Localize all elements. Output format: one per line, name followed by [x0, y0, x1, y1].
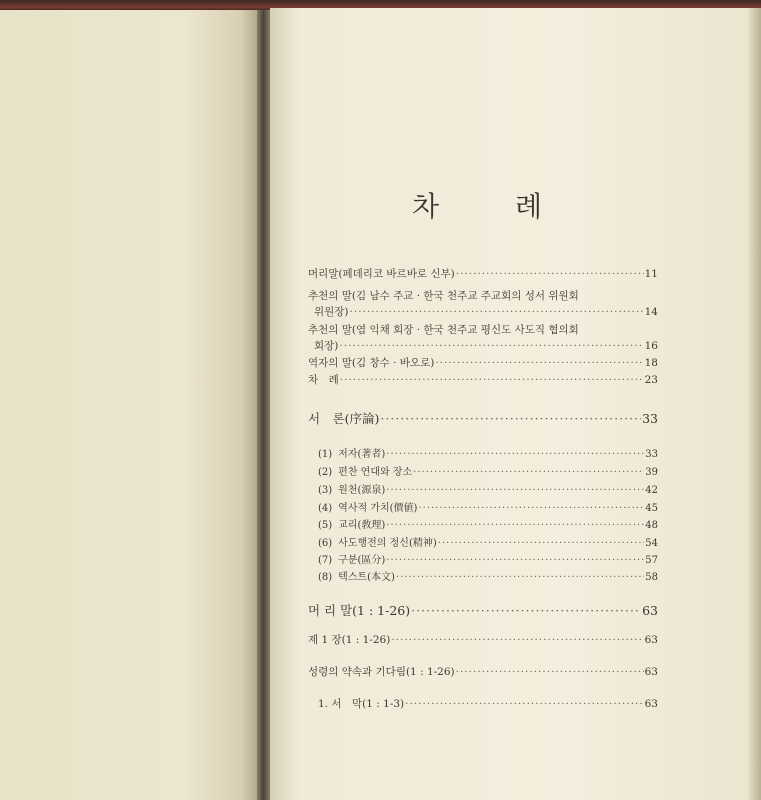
- toc-entry-text: 역사적 가치(價値): [338, 503, 418, 514]
- toc-subentry: [318, 463, 658, 480]
- toc-entry-text: 머 리 말(1 : 1-26): [308, 603, 411, 618]
- toc-page-number: 45: [645, 503, 658, 514]
- toc-subentry-number: (5): [318, 520, 333, 531]
- toc-entry: [314, 338, 658, 355]
- toc-page-number: 33: [642, 411, 658, 426]
- toc-subentry: [318, 534, 658, 551]
- toc-entry-text: 역자의 말(김 창수 · 바오로): [308, 357, 435, 369]
- toc-section-entry: [308, 601, 658, 618]
- toc-subentry: [318, 499, 658, 516]
- toc-page-number: 58: [645, 572, 658, 583]
- toc-entry-text: 서 론(序論): [308, 411, 380, 426]
- toc-entry: [308, 266, 658, 283]
- toc-leader: [411, 603, 641, 618]
- toc-subentry-number: (7): [318, 555, 333, 566]
- toc-entry: [308, 664, 658, 681]
- toc-subentry-number: (2): [318, 467, 333, 478]
- toc-leader: [386, 520, 644, 531]
- toc-leader: [386, 555, 644, 566]
- toc-page-number: 33: [645, 449, 658, 460]
- toc-entry-text: 저자(著者): [338, 449, 386, 460]
- toc-page-number: 63: [644, 698, 658, 710]
- toc-entry-text: 성령의 약속과 기다림(1 : 1-26): [308, 666, 455, 678]
- toc-page-number: 57: [645, 555, 658, 566]
- page-edge: [748, 8, 761, 800]
- toc-leader: [391, 634, 643, 646]
- toc-leader: [435, 357, 643, 369]
- toc-page-number: 63: [642, 603, 658, 618]
- toc-entry-text: 교리(敎理): [338, 520, 386, 531]
- title-char-1: 차: [412, 190, 440, 223]
- toc-page-number: 63: [644, 666, 658, 678]
- toc-entry-text: 추천의 말(염 익채 회장 · 한국 천주교 평신도 사도직 협의회: [308, 324, 579, 336]
- toc-leader: [438, 538, 644, 549]
- toc-subentry-number: (4): [318, 503, 333, 514]
- toc-leader: [405, 698, 643, 710]
- toc-subentry-number: (6): [318, 538, 333, 549]
- toc-page-number: 63: [644, 634, 658, 646]
- toc-page-number: 54: [645, 538, 658, 549]
- toc-page-number: 11: [644, 268, 658, 280]
- toc-leader: [456, 666, 644, 678]
- left-page: [0, 10, 262, 800]
- toc-entry: [308, 322, 658, 339]
- toc-page-number: 39: [645, 467, 658, 478]
- toc-subentry: [318, 516, 658, 533]
- page-title: [412, 185, 542, 225]
- toc-entry-text: 제 1 장(1 : 1-26): [308, 634, 391, 646]
- toc-leader: [350, 306, 644, 318]
- right-page: [270, 8, 761, 800]
- toc-page-number: 48: [645, 520, 658, 531]
- toc-entry-text: 구분(區分): [338, 555, 386, 566]
- toc-leader: [413, 467, 644, 478]
- toc-entry: [308, 355, 658, 372]
- toc-subentry: [318, 551, 658, 568]
- toc-page-number: 42: [645, 485, 658, 496]
- toc-subentry: [318, 481, 658, 498]
- toc-chapter-entry: [308, 632, 658, 649]
- toc-entry-text: 추천의 말(김 남수 주교 · 한국 천주교 주교회의 성서 위원회: [308, 290, 579, 302]
- toc-page-number: 23: [644, 374, 658, 386]
- toc-leader: [386, 485, 644, 496]
- toc-entry-text: 텍스트(本文): [338, 572, 395, 583]
- toc-leader: [386, 449, 644, 460]
- toc-subentry-number: (1): [318, 449, 333, 460]
- toc-leader: [340, 374, 644, 386]
- toc-leader: [339, 340, 643, 352]
- toc-entry: [318, 696, 658, 713]
- toc-entry: [308, 372, 658, 389]
- toc-leader: [456, 268, 644, 280]
- toc-entry-text: 위원장): [314, 306, 349, 318]
- toc-entry-text: 사도행전의 정신(精神): [338, 538, 437, 549]
- toc-page-number: 14: [644, 306, 658, 318]
- book-gutter: [257, 10, 271, 800]
- toc-page-number: 18: [644, 357, 658, 369]
- toc-subentry: [318, 568, 658, 585]
- toc-entry-text: 차 례: [308, 374, 339, 386]
- title-char-2: 례: [514, 190, 542, 223]
- toc-page-number: 16: [644, 340, 658, 352]
- toc-leader: [418, 503, 644, 514]
- toc-leader: [396, 572, 644, 583]
- toc-section-entry: [308, 409, 658, 426]
- toc-entry-text: 1. 서 막(1 : 1-3): [318, 698, 405, 710]
- toc-subentry-number: (3): [318, 485, 333, 496]
- toc-entry-text: 회장): [314, 340, 339, 352]
- toc-entry-text: 원천(源泉): [338, 485, 386, 496]
- toc-entry-text: 머리말(페데리코 바르바로 신부): [308, 268, 455, 280]
- toc-entry-text: 편찬 연대와 장소: [338, 467, 413, 478]
- toc-entry: [308, 288, 658, 305]
- toc-entry: [314, 304, 658, 321]
- toc-subentry-number: (8): [318, 572, 333, 583]
- toc-subentry: [318, 445, 658, 462]
- toc-leader: [380, 411, 641, 426]
